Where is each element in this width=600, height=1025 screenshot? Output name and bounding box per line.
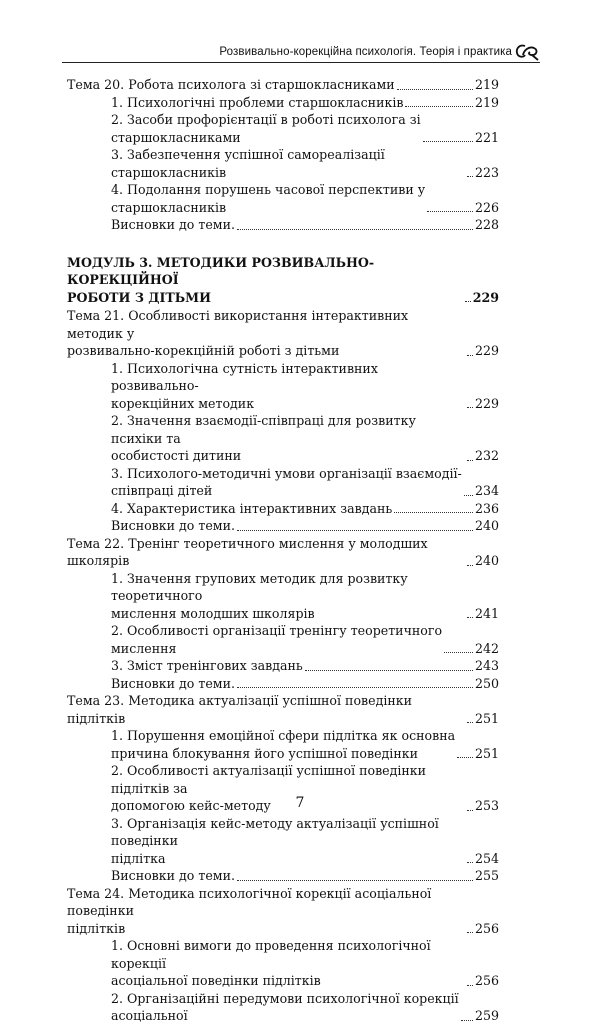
dot-leader <box>467 617 473 618</box>
toc-entry-page: 251 <box>474 710 499 726</box>
toc-entry-page: 219 <box>474 77 499 92</box>
toc-entry-title: Висновки до теми. <box>111 217 235 232</box>
toc-subentry <box>67 570 499 623</box>
dot-leader <box>305 670 473 671</box>
toc-entry-title: МОДУЛЬ 3. МЕТОДИКИ РОЗВИВАЛЬНО-КОРЕКЦІЙНОЇ РОБОТИ З ДІТЬМИ <box>67 254 375 305</box>
toc-entry-title: 1. Психологічна сутність інтерактивних розвивально- корекційних методик <box>111 360 378 411</box>
page-number: 7 <box>295 795 305 811</box>
toc-subentry <box>67 867 499 885</box>
toc-entry-title: Тема 20. Робота психолога зі старшокласниками <box>67 77 395 92</box>
toc-topic-entry <box>67 692 499 727</box>
toc-entry-page: 229 <box>474 395 499 411</box>
dot-leader <box>464 495 473 496</box>
toc-entry-page: 242 <box>474 640 499 656</box>
dot-leader <box>237 880 473 881</box>
dot-leader <box>444 652 473 653</box>
toc-subentry <box>67 727 499 762</box>
dot-leader <box>457 757 473 758</box>
toc-topic-entry <box>67 76 499 94</box>
dot-leader <box>427 211 473 212</box>
toc-entry-page: 236 <box>474 500 499 516</box>
dot-leader <box>467 985 473 986</box>
toc-subentry <box>67 216 499 234</box>
toc-entry-page: 256 <box>474 920 499 936</box>
toc-entry-page: 251 <box>474 745 499 761</box>
dot-leader <box>237 687 473 688</box>
toc-entry-title: Висновки до теми. <box>111 518 235 533</box>
toc-subentry <box>67 94 499 112</box>
toc-entry-page: 241 <box>474 605 499 621</box>
dot-leader <box>467 355 473 356</box>
toc-entry-title: 3. Організація кейс-методу актуалізації успішної поведінки підлітка <box>111 815 439 866</box>
dot-leader <box>467 407 473 408</box>
toc-subentry <box>67 517 499 535</box>
toc-entry-title: 2. Засоби профорієнтації в роботі психолога зі старшокласниками <box>111 112 421 145</box>
toc-entry-title: 2. Особливості актуалізації успішної поведінки підлітків за допомогою кейс-методу <box>111 763 427 813</box>
toc-entry-title: 4. Характеристика інтерактивних завдань <box>111 500 393 516</box>
toc-entry-title: Тема 21. Особливості використання інтерактивних методик у розвивально-корекційній роботі з дітьми <box>67 308 409 358</box>
toc-entry-title: 1. Значення групових методик для розвитку теоретичного мислення молодших школярів <box>111 570 408 621</box>
dot-leader <box>394 512 473 513</box>
dot-leader <box>467 176 473 177</box>
dot-leader <box>397 89 473 90</box>
toc-entry-title: Тема 24. Методика психологічної корекції асоціальної поведінки підлітків <box>67 885 432 936</box>
toc-subentry <box>67 111 499 146</box>
toc-entry-title: 1. Основні вимоги до проведення психологічної корекції асоціальної поведінки підлітків <box>111 938 431 988</box>
toc-entry-page: 243 <box>474 658 499 673</box>
toc-entry-title: 4. Подолання порушень часової перспективи у старшокласників <box>111 182 426 215</box>
toc-entry-title: 2. Значення взаємодії-співпраці для розвитку психіки та особистості дитини <box>111 413 416 463</box>
toc-topic-entry <box>67 885 499 938</box>
toc-entry-title: 1. Порушення емоційної сфери підлітка як основна причина блокування його успішної поведінки <box>111 728 456 761</box>
dot-leader <box>467 460 473 461</box>
dot-leader <box>423 141 473 142</box>
toc-entry-page: 229 <box>472 289 499 305</box>
table-of-contents <box>67 76 499 1025</box>
dot-leader <box>237 229 473 230</box>
toc-module-entry <box>67 254 499 307</box>
toc-entry-title: Тема 23. Методика актуалізації успішної поведінки підлітків <box>67 693 413 726</box>
publisher-logo-icon <box>514 40 540 62</box>
toc-entry-page: 254 <box>474 850 499 866</box>
toc-entry-page: 259 <box>474 1008 499 1023</box>
toc-subentry <box>67 675 499 693</box>
toc-subentry <box>67 937 499 990</box>
toc-entry-title: 2. Організаційні передумови психологічної корекції асоціальної <box>111 990 459 1023</box>
toc-entry-page: 240 <box>474 553 499 568</box>
dot-leader <box>467 862 473 863</box>
dot-leader <box>461 1020 473 1021</box>
toc-subentry <box>67 412 499 465</box>
toc-subentry <box>67 500 499 518</box>
toc-subentry <box>67 146 499 181</box>
dot-leader <box>467 565 473 566</box>
toc-entry-page: 219 <box>474 94 499 110</box>
toc-subentry <box>67 360 499 413</box>
toc-entry-title: 1. Психологічні проблеми старшокласників <box>111 94 404 110</box>
toc-entry-page: 234 <box>474 483 499 498</box>
dot-leader <box>465 301 471 302</box>
toc-entry-page: 226 <box>474 199 499 215</box>
toc-entry-title: Висновки до теми. <box>111 675 235 691</box>
toc-topic-entry <box>67 307 499 360</box>
toc-subentry <box>67 657 499 675</box>
dot-leader <box>467 722 473 723</box>
toc-entry-page: 255 <box>474 868 499 883</box>
toc-subentry <box>67 815 499 868</box>
toc-entry-title: 3. Зміст тренінгових завдань <box>111 658 303 673</box>
dot-leader <box>405 106 473 107</box>
toc-entry-page: 221 <box>474 129 499 145</box>
toc-entry-title: Тема 22. Тренінг теоретичного мислення у молодших школярів <box>67 535 428 568</box>
toc-entry-title: 3. Психолого-методичні умови організації взаємодії- співпраці дітей <box>111 465 462 498</box>
toc-entry-page: 229 <box>474 343 499 358</box>
toc-entry-page: 223 <box>474 164 499 180</box>
toc-entry-title: 3. Забезпечення успішної самореалізації старшокласників <box>111 147 385 180</box>
toc-subentry <box>67 181 499 216</box>
toc-entry-page: 232 <box>474 448 499 463</box>
toc-subentry <box>67 622 499 657</box>
dot-leader <box>467 932 473 933</box>
toc-subentry <box>67 990 499 1025</box>
toc-topic-entry <box>67 535 499 570</box>
toc-entry-page: 228 <box>474 217 499 232</box>
toc-entry-title: 2. Особливості організації тренінгу теоретичного мислення <box>111 623 443 656</box>
toc-entry-page: 253 <box>474 798 499 813</box>
toc-entry-page: 250 <box>474 675 499 691</box>
toc-entry-page: 240 <box>474 518 499 533</box>
toc-subentry <box>67 465 499 500</box>
toc-entry-title: Висновки до теми. <box>111 868 235 883</box>
running-header <box>62 40 540 63</box>
dot-leader <box>237 530 473 531</box>
toc-entry-page: 256 <box>474 973 499 988</box>
header-title: Розвивально-корекційна психологія. Теорія і практика <box>219 46 512 58</box>
